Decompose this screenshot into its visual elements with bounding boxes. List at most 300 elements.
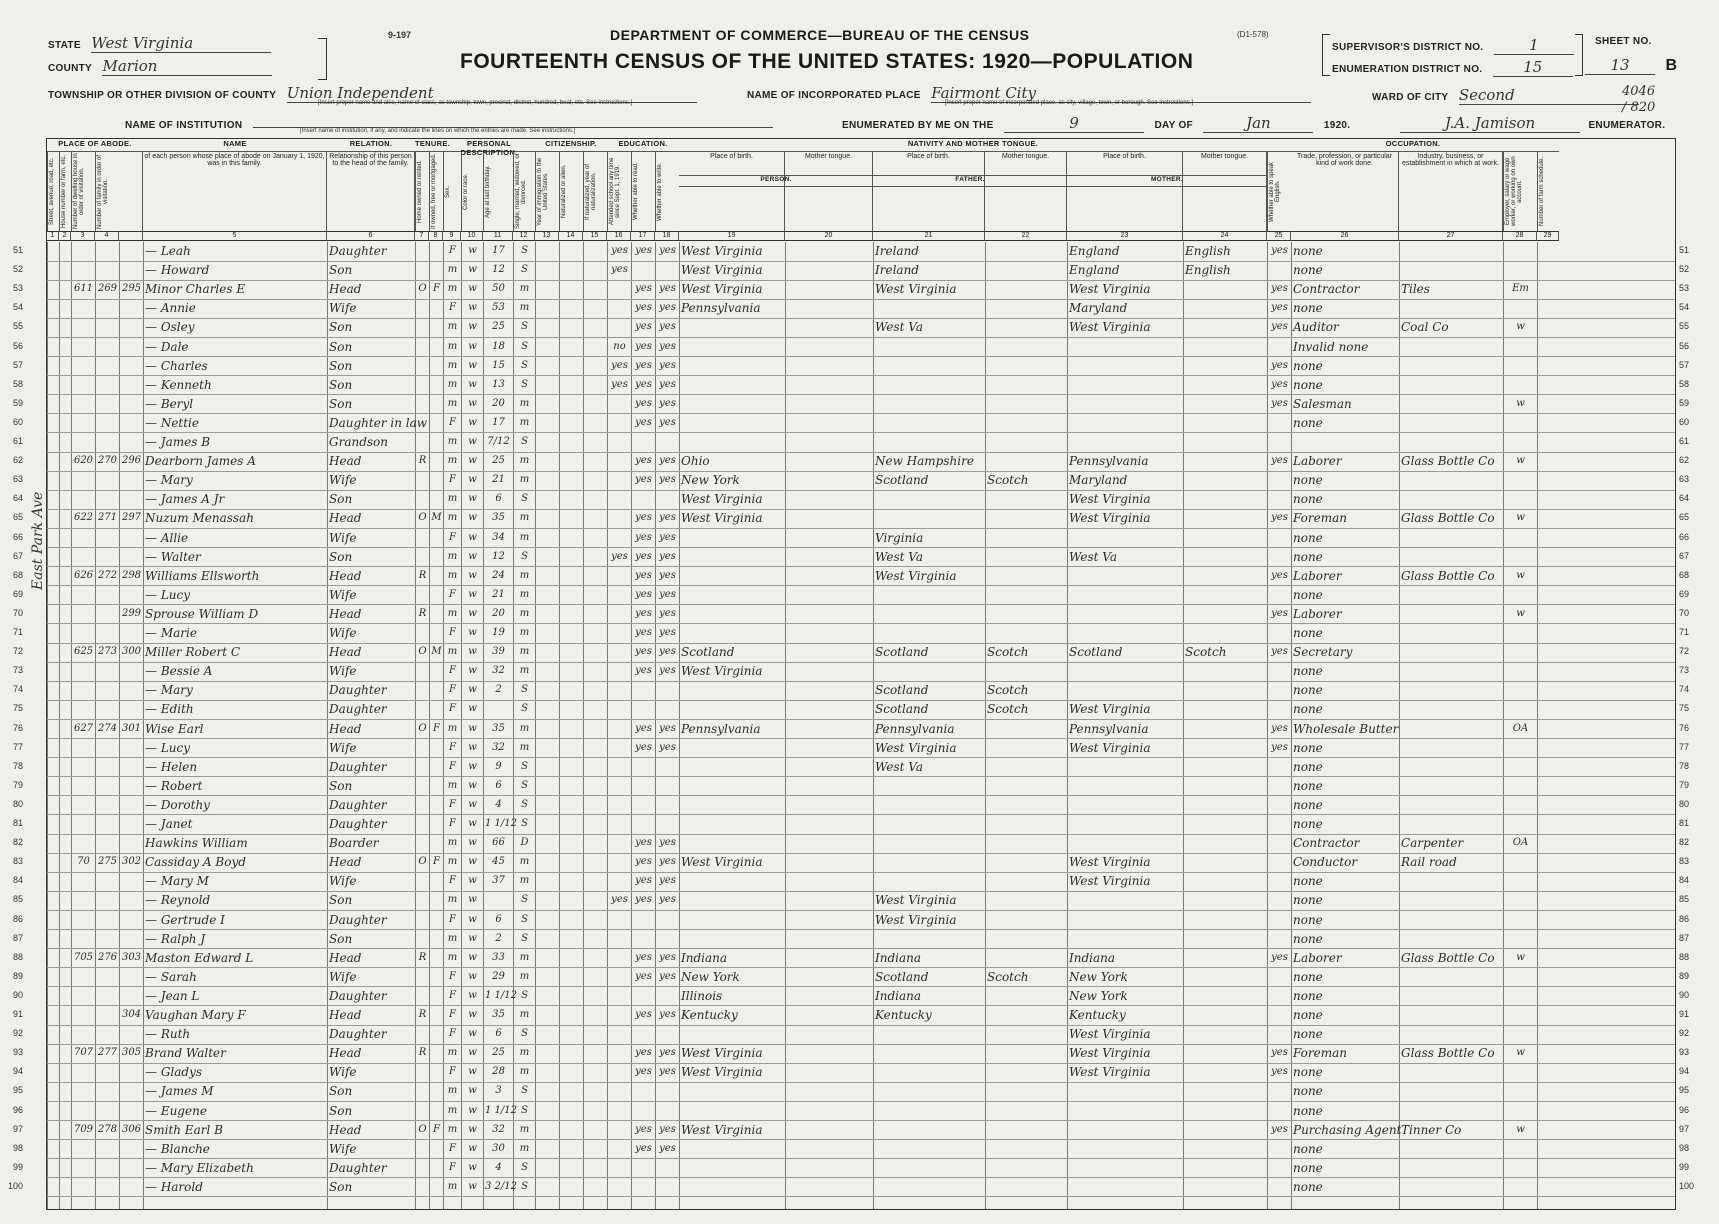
cell-occ: Laborer [1293,454,1342,469]
line-number-right: 62 [1679,455,1690,466]
cell-age: 50 [492,283,505,295]
cell-race: w [468,646,477,658]
cell-fam: 274 [97,722,118,734]
cell-ms: m [519,1009,530,1020]
table-row [12,548,1690,568]
cell-race: w [468,1142,477,1154]
cell-ms: D [520,837,529,849]
table-row [12,662,1690,682]
cell-sex: m [447,321,458,333]
table-row [12,433,1690,453]
line-number-right: 74 [1679,684,1690,695]
sheet-value: 13 [1585,56,1655,75]
cell-mtg: English [1185,263,1231,278]
column-header: Home owned or rented. [415,152,429,231]
cell-pb: Ohio [681,454,710,469]
column-number: 17 [631,231,655,241]
incorporated-note: [Insert proper name of incorporated place, as city, village, town, or borough. See instructions.] [945,100,1194,106]
cell-race: w [468,378,477,390]
cell-rel: Head [329,568,362,583]
cell-name: Williams Ellsworth [145,568,260,583]
cell-pb: Pennsylvania [681,301,761,316]
table-row [12,1044,1690,1064]
cell-mpb: New York [1069,969,1128,984]
cell-rd: yes [635,455,652,467]
cell-age: 6 [495,493,502,505]
cell-wr: yes [659,569,676,581]
cell-name: — Mary [145,683,193,698]
column-header: of each person whose place of abode on January 1, 1920, was in this family. [143,152,327,231]
column-header: Year of immigration to the United States. [535,152,559,231]
column-header: Whether able to speak English. [1267,152,1291,231]
enumerator-name: J.A. Jamison [1400,114,1580,133]
cell-age: 25 [492,1047,505,1059]
cell-fam: 276 [97,951,118,963]
cell-rd: yes [635,569,652,581]
cell-mpb: West Virginia [1069,1046,1151,1061]
cell-occ: none [1293,797,1323,812]
table-row [12,318,1690,338]
column-header [119,152,143,231]
cell-cls: OA [1512,722,1529,734]
column-header: Street, avenue, road, etc. [47,152,59,231]
line-number-right: 91 [1679,1009,1690,1019]
form-number: 9-197 [388,30,412,40]
cell-occ: none [1293,1027,1323,1042]
line-number: 53 [12,283,23,294]
cell-cls: w [1516,569,1525,581]
cell-occ: none [1293,778,1323,793]
cell-ms: S [521,1180,528,1192]
cell-own: R [418,951,427,963]
cell-fpb: Ireland [875,244,919,258]
ward-field [1372,86,1639,105]
cell-occ: none [1293,702,1323,717]
cell-race: w [468,397,477,409]
line-number-right: 89 [1679,970,1690,981]
cell-fpb: West Va [875,759,923,774]
cell-rel: Son [329,1179,353,1194]
cell-occ: none [1293,969,1323,984]
column-number: 22 [985,231,1067,241]
cell-race: w [468,818,477,829]
cell-race: w [468,798,477,810]
cell-fm: F [433,722,440,734]
cell-race: w [468,1047,477,1059]
cell-occ: none [1293,912,1323,927]
cell-own: R [418,1009,427,1020]
cell-dw: 709 [73,1123,94,1135]
cell-fpb: West Virginia [875,912,957,927]
cell-rel: Son [329,893,353,908]
cell-rd: yes [635,1009,652,1020]
cell-ms: m [519,646,530,658]
cell-cls: w [1516,512,1525,524]
line-number-right: 86 [1679,913,1690,924]
cell-pb: New York [681,473,740,488]
cell-age: 17 [492,416,505,428]
cell-rel: Son [329,1103,353,1118]
cell-wr: yes [659,1047,676,1059]
cell-name: Hawkins William [145,836,248,851]
cell-ms: S [521,378,528,390]
cell-name: — Dale [145,339,189,354]
cell-name: — Reynold [145,893,211,908]
cell-own: O [418,722,427,734]
cell-wr: yes [659,245,676,256]
cell-sex: m [447,493,458,505]
cell-mpb: Kentucky [1069,1008,1126,1022]
cell-occ: Wholesale Butter [1293,721,1399,736]
cell-ms: S [521,1104,528,1116]
line-number-right: 93 [1679,1047,1690,1058]
year: 1920. [1323,120,1351,131]
cell-ms: S [521,913,528,925]
line-number: 56 [12,340,23,351]
cell-fm: F [433,283,440,295]
line-number: 63 [12,474,23,485]
line-number: 76 [12,722,23,733]
table-row [12,681,1690,701]
cell-sch: yes [611,894,628,906]
cell-occ: Secretary [1293,645,1353,660]
cell-sch: yes [611,550,628,562]
table-row [12,471,1690,491]
cell-occ: Laborer [1293,950,1342,965]
cell-rd: yes [635,531,652,543]
cell-name: Minor Charles E [145,282,246,297]
cell-wr: yes [659,283,676,295]
cell-fam: 271 [97,512,118,524]
cell-own: O [418,283,427,295]
group-header: EDUCATION. [607,139,679,152]
table-row [12,911,1690,931]
cell-age: 28 [492,1066,505,1078]
cell-age: 20 [492,397,505,409]
cell-dw: 707 [73,1047,94,1059]
line-number: 91 [12,1009,23,1019]
table-row [12,720,1690,740]
enumerated-month: Jan [1203,114,1313,133]
cell-ind: Glass Bottle Co [1401,950,1495,965]
cell-fpb: Scotland [875,683,929,698]
cell-sex: m [447,340,458,352]
cell-dw: 611 [73,283,94,295]
cell-rel: Head [329,606,362,621]
cell-name: — Dorothy [145,797,210,812]
cell-rd: yes [635,951,652,963]
cell-ftg: Scotch [987,645,1029,660]
cell-occ: none [1293,1065,1323,1080]
cell-age: 53 [492,302,505,314]
group-header: OCCUPATION. [1267,139,1559,152]
cell-wr: yes [659,970,676,982]
cell-sex: F [449,302,456,314]
table-row [12,452,1690,472]
line-number: 57 [12,359,23,370]
line-number: 100 [7,1180,23,1191]
cell-wr: yes [659,875,676,887]
column-number: 12 [513,231,535,241]
cell-ind: Coal Co [1401,320,1449,335]
cell-mpb: West Virginia [1069,511,1151,526]
cell-rel: Daughter [329,759,387,774]
cell-occ: none [1293,893,1323,908]
cell-rd: yes [635,512,652,524]
cell-name: Sprouse William D [145,606,259,621]
cell-mpb: West Virginia [1069,492,1151,507]
cell-name: — Ruth [145,1027,191,1042]
cell-rel: Daughter [329,702,387,717]
line-number-right: 55 [1679,321,1690,332]
cell-race: w [468,1161,477,1173]
line-number: 85 [12,894,23,905]
column-number: 28 [1503,231,1537,241]
line-number: 51 [12,245,23,255]
cell-sex: F [449,416,456,428]
cell-rel: Daughter [329,817,387,831]
line-number-right: 61 [1679,436,1690,446]
cell-name: — Bessie A [145,664,213,679]
department-title: DEPARTMENT OF COMMERCE—BUREAU OF THE CENSUS [610,27,1030,43]
cell-ms: m [519,627,530,638]
cell-pb: Pennsylvania [681,721,761,736]
line-number: 92 [12,1028,23,1039]
cell-wr: yes [659,397,676,409]
cell-fpb: Scotland [875,645,929,660]
cell-ind: Rail road [1401,855,1457,870]
cell-rel: Son [329,1084,353,1099]
day-of-label: DAY OF [1154,120,1193,131]
table-row [12,357,1690,377]
cell-occ: none [1293,1084,1323,1099]
cell-rel: Son [329,263,353,278]
line-number: 89 [12,970,23,981]
cell-race: w [468,913,477,925]
cell-race: w [468,856,477,868]
cell-occ: Laborer [1293,568,1342,583]
cell-ms: S [521,1028,528,1040]
cell-rel: Head [329,511,362,526]
cell-dw: 626 [73,569,94,581]
cell-ms: m [519,722,530,734]
cell-rd: yes [635,416,652,428]
cell-race: w [468,493,477,505]
table-row [12,1006,1690,1026]
cell-sex: m [447,951,458,963]
line-number: 95 [12,1085,23,1096]
cell-sex: F [449,665,456,677]
cell-occ: none [1293,377,1323,392]
cell-rd: yes [635,550,652,562]
cell-name: Dearborn James A [145,454,256,469]
cell-name: Miller Robert C [145,645,241,660]
cell-rel: Wife [329,969,357,984]
cell-name: — Charles [145,358,208,373]
table-row [12,930,1690,950]
cell-rd: yes [635,302,652,314]
cell-eng: yes [1271,1047,1288,1059]
cell-hn: 304 [121,1009,142,1020]
cell-name: Smith Earl B [145,1122,223,1137]
bracket-right [1322,34,1330,76]
cell-race: w [468,321,477,333]
cell-race: w [468,989,477,1001]
cell-ms: S [521,760,528,772]
column-number: 29 [1537,231,1559,241]
cell-cls: w [1516,1123,1525,1135]
cell-hn: 303 [121,951,142,963]
cell-rel: Daughter [329,1160,387,1175]
cell-ms: m [519,397,530,409]
cell-name: — Ralph J [145,931,206,946]
cell-rel: Boarder [329,836,379,851]
institution-line [253,115,773,128]
cell-pb: Illinois [681,988,723,1003]
cell-rd: yes [635,741,652,753]
cell-wr: yes [659,837,676,849]
cell-own: O [418,646,427,658]
ward-value: Second [1459,86,1639,105]
cell-sex: F [449,741,456,753]
cell-rd: yes [635,646,652,658]
cell-ms: S [521,1085,528,1097]
cell-rel: Daughter [329,1027,387,1042]
cell-name: — James B [145,435,211,449]
line-number: 83 [12,856,23,867]
cell-ftg: Scotch [987,683,1029,698]
county-label: COUNTY [48,63,93,74]
line-number-right: 78 [1679,760,1690,771]
cell-name: — James A Jr [145,492,225,507]
group-header: NATIVITY AND MOTHER TONGUE. [679,139,1267,152]
cell-rd: yes [635,359,652,371]
cell-rel: Son [329,931,353,946]
cell-ind: Glass Bottle Co [1401,511,1495,526]
table-row [12,739,1690,759]
cell-sex: m [447,1047,458,1059]
cell-mpb: West Virginia [1069,740,1151,755]
cell-rd: yes [635,474,652,486]
line-number-right: 70 [1679,607,1690,618]
column-number: 21 [873,231,985,241]
cell-race: w [468,588,477,600]
cell-ms: m [519,970,530,982]
cell-sex: m [447,932,458,944]
cell-own: O [418,1123,427,1135]
cell-rel: Head [329,1008,362,1022]
cell-race: w [468,970,477,982]
line-number: 52 [12,264,23,275]
cell-age: 12 [492,264,505,276]
line-number-right: 63 [1679,474,1690,485]
column-number: 5 [143,231,327,241]
line-number-right: 68 [1679,569,1690,580]
cell-age: 17 [492,245,505,256]
cell-ms: m [519,1142,530,1154]
cell-rel: Son [329,358,353,373]
cell-rd: yes [635,1123,652,1135]
cell-wr: yes [659,302,676,314]
cell-rel: Wife [329,1065,357,1080]
cell-ms: S [521,932,528,944]
cell-race: w [468,722,477,734]
cell-name: Maston Edward L [145,950,254,965]
cell-occ: none [1293,301,1323,316]
table-row [12,376,1690,396]
cell-wr: yes [659,550,676,562]
cell-fm: M [431,512,442,524]
line-number: 93 [12,1047,23,1058]
cell-race: w [468,550,477,562]
supervisor-label: SUPERVISOR'S DISTRICT NO. [1332,42,1484,53]
cell-wr: yes [659,1066,676,1078]
cell-sex: m [447,455,458,467]
group-header: TENURE. [415,139,443,152]
table-row [12,395,1690,415]
cell-occ: none [1293,683,1323,698]
column-header: Number of dwelling house in order of visitation. [71,152,95,231]
cell-ms: S [521,550,528,562]
cell-race: w [468,665,477,677]
cell-name: — Robert [145,778,203,793]
cell-sex: m [447,512,458,524]
column-number: 9 [443,231,461,241]
cell-rel: Head [329,1122,362,1137]
cell-fam: 278 [97,1123,118,1135]
cell-rd: yes [635,875,652,887]
cell-race: w [468,932,477,944]
cell-sch: yes [611,378,628,390]
table-row [12,1102,1690,1122]
cell-age: 32 [492,741,505,753]
cell-rel: Head [329,721,362,736]
cell-cls: Em [1512,283,1529,295]
column-header: Number of family in order of visitation. [95,152,119,231]
cell-dw: 70 [77,856,90,868]
bracket [318,38,327,80]
census-title: FOURTEENTH CENSUS OF THE UNITED STATES: 1920—POPULATION [460,50,1194,73]
column-number: 11 [483,231,513,241]
cell-wr: yes [659,340,676,352]
cell-ms: m [519,512,530,524]
cell-age: 33 [492,951,505,963]
cell-age: 34 [492,531,505,543]
cell-name: — Mary Elizabeth [145,1160,254,1175]
column-header: Age at last birthday. [483,152,513,231]
cell-mpb: West Virginia [1069,855,1151,870]
cell-rel: Daughter [329,988,387,1003]
cell-hn: 302 [121,856,142,868]
cell-sex: F [449,1028,456,1040]
table-row [12,1121,1690,1141]
cell-race: w [468,760,477,772]
column-number: 26 [1291,231,1399,241]
column-number: 20 [785,231,873,241]
cell-race: w [468,1180,477,1192]
column-header: Single, married, widowed, or divorced. [513,152,535,231]
cell-rel: Grandson [329,435,388,449]
cell-age: 32 [492,665,505,677]
township-note: [Insert proper name and also, name of class, as township, town, precinct, district, hundred, beat, etc. See instructions.] [318,100,633,106]
cell-age: 12 [492,550,505,562]
cell-age: 6 [495,913,502,925]
column-number: 1 [47,231,59,241]
cell-sex: F [449,531,456,543]
cell-rel: Head [329,282,362,297]
state-field [48,34,271,53]
table-row [12,586,1690,606]
